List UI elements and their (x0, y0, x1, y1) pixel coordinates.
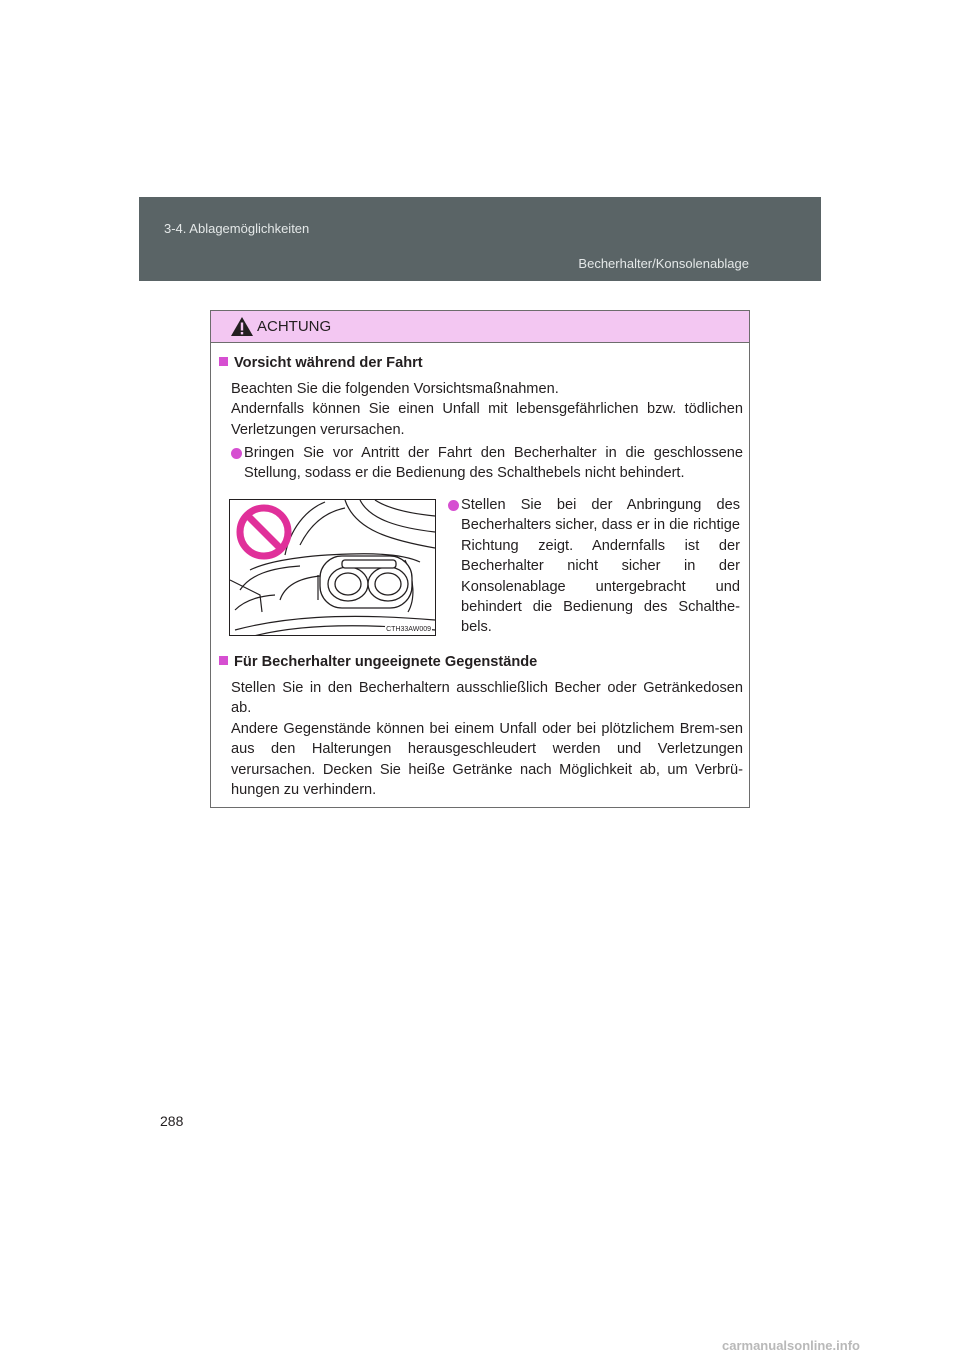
figure-code: CTH33AW009 (386, 626, 431, 633)
page-header (139, 197, 821, 281)
section-title: 3-4. Ablagemöglichkeiten (164, 221, 310, 236)
warning-header (211, 311, 749, 343)
item-heading-text: Vorsicht während der Fahrt (234, 355, 423, 371)
bullet-text: Stellen Sie bei der Anbringung des Becherhalters sicher, dass er in die richtige Richtung zeigt. Andernfalls ist der Becherhalter nicht sicher in der Konsolenablage untergebracht und behindert die Bedienung des Schalthe-bels. (461, 497, 740, 636)
footer-watermark: carmanualsonline.info (722, 1338, 860, 1353)
item-heading-objects (219, 652, 537, 672)
bullet-text: Bringen Sie vor Antritt der Fahrt den Becherhalter in die geschlossene Stellung, sodass er die Bedienung des Schalthebels nicht behindert. (244, 445, 743, 482)
warning-triangle-icon (230, 316, 254, 337)
item-heading-driving (219, 353, 423, 373)
warning-title: ACHTUNG (257, 318, 332, 335)
item-heading-text: Für Becherhalter ungeeignete Gegenstände (234, 654, 538, 670)
paragraph: Beachten Sie die folgenden Vorsichtsmaßnahmen. (231, 381, 559, 397)
item-text-objects (231, 678, 743, 800)
paragraph: Andernfalls können Sie einen Unfall mit lebensgefährlichen bzw. tödlichen Verletzungen verursachen. (231, 401, 743, 438)
cup-holder-illustration (229, 499, 436, 636)
page-number: 288 (160, 1113, 184, 1129)
bullet-item (231, 443, 743, 484)
square-bullet-icon (219, 357, 228, 366)
round-bullet-icon (231, 448, 242, 459)
paragraph: Stellen Sie in den Becherhaltern ausschließlich Becher oder Getränkedosen ab. (231, 680, 743, 717)
bullet-item (448, 495, 740, 638)
subsection-title: Becherhalter/Konsolenablage (578, 256, 749, 271)
prohibition-icon (240, 508, 288, 556)
square-bullet-icon (219, 656, 228, 665)
paragraph: Andere Gegenstände können bei einem Unfall oder bei plötzlichem Brem-sen aus den Halterungen herausgeschleudert werden und Verletzungen verursachen. Decken Sie heiße Getränke nach Möglichkeit ab, um Verbrü-hungen zu verhindern. (231, 720, 743, 799)
warning-box (210, 310, 750, 808)
console-drawing (230, 500, 436, 636)
item-text-driving (231, 379, 743, 440)
round-bullet-icon (448, 500, 459, 511)
